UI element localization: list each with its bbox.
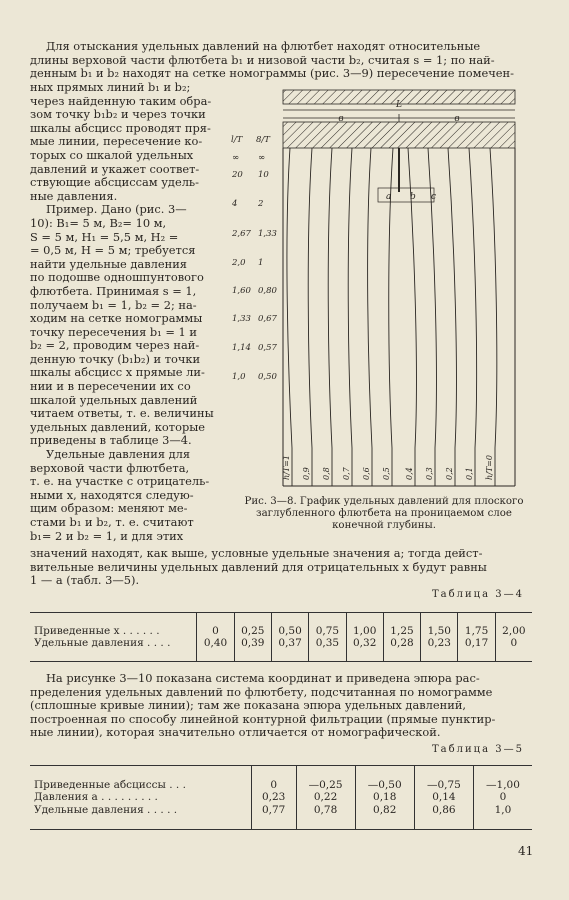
cell-value: 0,22 [313,791,338,804]
curve-label: a [386,192,392,202]
bottom-label: 0,9 [302,467,311,480]
value-cell [495,613,532,662]
pressure-curve [469,148,477,448]
intro-paragraph [30,40,540,81]
continuation-line: значений находят, как выше, условные удельные значения a; тогда дейст- [30,546,483,560]
scale-labels [231,153,278,382]
pressure-curve [348,148,352,448]
scale-label-lt: 2,67 [232,229,251,239]
cell-value: 0 [270,778,277,791]
value-cell [383,613,420,662]
intro-line: денным b₁ и b₂ находят на сетке номограммы (рис. 3—9) пересечение помечен- [30,66,514,81]
cell-value: —0,75 [426,778,461,791]
curve-label: b [410,192,416,202]
cell-value: 0,35 [315,637,340,649]
left-column-line: b₁= 2 и b₂ = 1, и для этих [30,528,184,543]
scale-label-lt: 1,33 [232,314,251,324]
scale-label-lt: 1,14 [232,343,251,353]
page-number: 41 [518,844,534,858]
table1-title: Таблица 3—4 [432,589,524,600]
cell-value: —1,00 [486,778,520,791]
para2-line: построенная по способу линейной контурной фильтрации (прямые пунктир- [30,711,496,726]
bottom-label: 0,2 [445,467,454,480]
left-column-line: точку пересечения b₁ = 1 и [30,324,197,339]
row-labels-cell [30,613,197,662]
pressure-curve [308,148,312,448]
left-column-line: давлений и укажет соответ- [30,161,200,176]
bottom-label: 0,6 [362,467,371,480]
bottom-labels [282,455,494,480]
intro-line: Для отыскания удельных давлений на флютбет находят относительные [46,39,481,53]
cell-value: 0,82 [373,803,397,816]
scale-label-lt: 4 [232,199,238,209]
value-cell [458,613,495,662]
bottom-label: 0,1 [465,467,474,480]
left-column-line: приведены в таблице 3—4. [30,433,192,448]
left-column-line: 10): B₁= 5 м, B₂= 10 м, [30,215,167,230]
scale-label-bt: 1 [258,258,264,268]
cell-value: —0,50 [367,778,402,791]
left-column-line: верховой части флютбета, [30,460,190,475]
bottom-label: h/T=1 [282,455,291,480]
scale-label-lt: 1,0 [232,372,246,382]
cell-value: 0 [499,791,507,804]
bottom-label: 0,8 [322,467,331,480]
cell-value: 1,75 [464,624,489,637]
left-column-line: Удельные давления для [46,447,191,462]
left-column-line: S = 5 м, H₁ = 5,5 м, H₂ = [30,229,179,244]
pressure-curve [448,148,456,448]
cell-value: 0,23 [427,637,451,649]
cell-value: 1,0 [494,803,512,816]
cell-value: 0 [212,624,219,637]
scale-label-lt: 1,60 [232,286,251,296]
cell-value: 0,28 [390,637,414,649]
cell-value: 0,40 [203,637,228,649]
bottom-label: 0,5 [382,467,391,480]
left-column-line: зом точку b₁b₂ и через точки [30,107,206,122]
cell-value: 0,17 [464,637,489,649]
left-column-line: шкалой удельных давлений [30,392,198,407]
scale-label-bt: 2 [258,199,264,209]
left-column-line: ствующие абсциссам удель- [30,175,199,190]
value-cell [309,613,346,662]
left-column-line: ные давления. [30,188,118,203]
pressure-curve [287,148,292,448]
left-column-line: по подошве одношпунтового [30,270,204,285]
curve-label: c [431,192,437,202]
left-column-line: через найденную таким обра- [30,93,212,108]
pressure-graph-figure [228,88,528,494]
cell-value: 0,39 [241,637,265,649]
top-label-b-left: в [338,114,344,124]
left-column-line: = 0,5 м, H = 5 м; требуется [30,243,196,258]
scale-label-bt: 0,57 [258,343,277,353]
value-cell [421,613,458,662]
cell-value: 0 [510,637,518,649]
para2-line: (сплошные кривые линии); там же показана эпюра удельных давлений, [30,698,467,713]
left-column-line: т. е. на участке с отрицатель- [30,474,210,489]
cell-value: 0,23 [261,791,286,804]
scale-label-lt: 20 [232,170,243,180]
value-cell [251,766,296,830]
top-label-b-right: в [454,114,460,124]
left-column-line: ных прямых линий b₁ и b₂; [30,80,191,94]
scale-label-bt: 0,67 [258,314,277,324]
left-column-line: стами b₁ и b₂, т. е. считают [30,515,194,529]
value-cell [346,613,383,662]
cell-value: 1,00 [353,624,377,637]
para2-line: пределения удельных давлений по флютбету, подсчитанная по номограмме [30,684,493,699]
top-label-L: L [396,100,402,110]
left-column-line: получаем b₁ = 1, b₂ = 2; на- [30,297,197,312]
scale-label-bt: ∞ [258,153,266,163]
left-column-line: b₂ = 2, проводим через най- [30,338,200,353]
scale-label-lt: 2,0 [232,258,246,268]
cell-value: 0,14 [432,791,456,804]
row-label: Приведенные абсциссы . . . [34,778,186,791]
cell-value: 0,18 [373,791,397,804]
scale-label-bt: 0,80 [258,286,277,296]
figure-caption: Рис. 3—8. График удельных давлений для плоского заглубленного флютбета на проницаемом слое конечной глубины. [244,496,524,531]
intro-line: длины верховой части флютбета b₁ и низовой части b₂, считая s = 1; по най- [30,52,495,67]
soil-hatch-body [283,122,515,148]
row-label: Приведенные x . . . . . . [34,624,160,637]
paragraph-2 [30,672,540,740]
scale-label-bt: 1,33 [258,229,277,239]
table2-title: Таблица 3—5 [432,744,524,755]
pressure-curve [490,148,497,448]
scale-label-bt: 10 [258,170,269,180]
left-column-line: ными x, находятся следую- [30,487,194,502]
cell-value: 0,75 [315,624,340,637]
cell-value: 0,77 [261,803,286,816]
value-cell [197,613,234,662]
left-column-line: денную точку (b₁b₂) и точки [30,351,201,366]
para2-line: ные линии), которая значительно отличается от номографической. [30,725,441,740]
bottom-label: h/T=0 [485,455,494,480]
cell-value: 0,37 [278,637,302,649]
pressure-curves [287,148,497,486]
cell-value: 1,50 [427,624,451,637]
value-cell [414,766,473,830]
left-column-line: нии и в пересечении их со [30,379,191,394]
continuation-line: вительные величины удельных давлений для отрицательных x будут равны [30,559,487,574]
bottom-label: 0,3 [425,467,434,480]
cell-value: 1,25 [390,624,414,637]
left-column-line: шкалы абсцисс проводят пря- [30,120,211,135]
left-column-line: удельных давлений, которые [30,419,206,434]
value-cell [355,766,414,830]
scale-header-lt: l/T [231,135,243,145]
value-cell [296,766,355,830]
row-labels-cell [30,766,251,830]
left-column-line: ходим на сетке номограммы [30,311,203,326]
left-column-line: Пример. Дано (рис. 3— [46,202,187,217]
left-column-line: читаем ответы, т. е. величины [30,406,214,421]
table-3-4 [30,612,532,662]
cell-value: 0,78 [313,803,338,816]
left-column-line: торых со шкалой удельных [30,147,194,162]
curve-labels [386,192,436,202]
scale-label-lt: ∞ [232,153,240,163]
value-cell [473,766,532,830]
cell-value: —0,25 [308,778,343,791]
value-cell [234,613,271,662]
left-column-line: щим образом: меняют ме- [30,501,188,516]
left-column-line: мые линии, пересечение ко- [30,134,203,149]
continuation-paragraph [30,547,540,588]
scale-label-bt: 0,50 [258,372,277,382]
left-column-line: флютбета. Принимая s = 1, [30,283,197,298]
cell-value: 0,25 [241,624,265,637]
continuation-line: 1 — a (табл. 3—5). [30,573,140,588]
row-label: Удельные давления . . . . . [34,803,178,816]
pressure-curve [368,148,372,448]
row-label: Удельные давления . . . . [34,637,171,649]
row-label: Давления a . . . . . . . . . [34,791,158,804]
left-column-line: найти удельные давления [30,256,187,271]
bottom-label: 0,7 [342,467,351,480]
left-column-line: шкалы абсцисс x прямые ли- [30,365,205,380]
para2-line: На рисунке 3—10 показана система координат и приведена эпюра рас- [46,671,480,685]
scale-header-bt: 8/T [256,135,270,145]
cell-value: 0,86 [432,803,456,816]
cell-value: 0,50 [278,624,302,637]
table-3-5 [30,765,532,830]
cell-value: 2,00 [502,624,526,637]
cell-value: 0,32 [353,637,377,649]
value-cell [271,613,308,662]
pressure-curve [328,148,332,448]
bottom-label: 0,4 [405,467,414,480]
